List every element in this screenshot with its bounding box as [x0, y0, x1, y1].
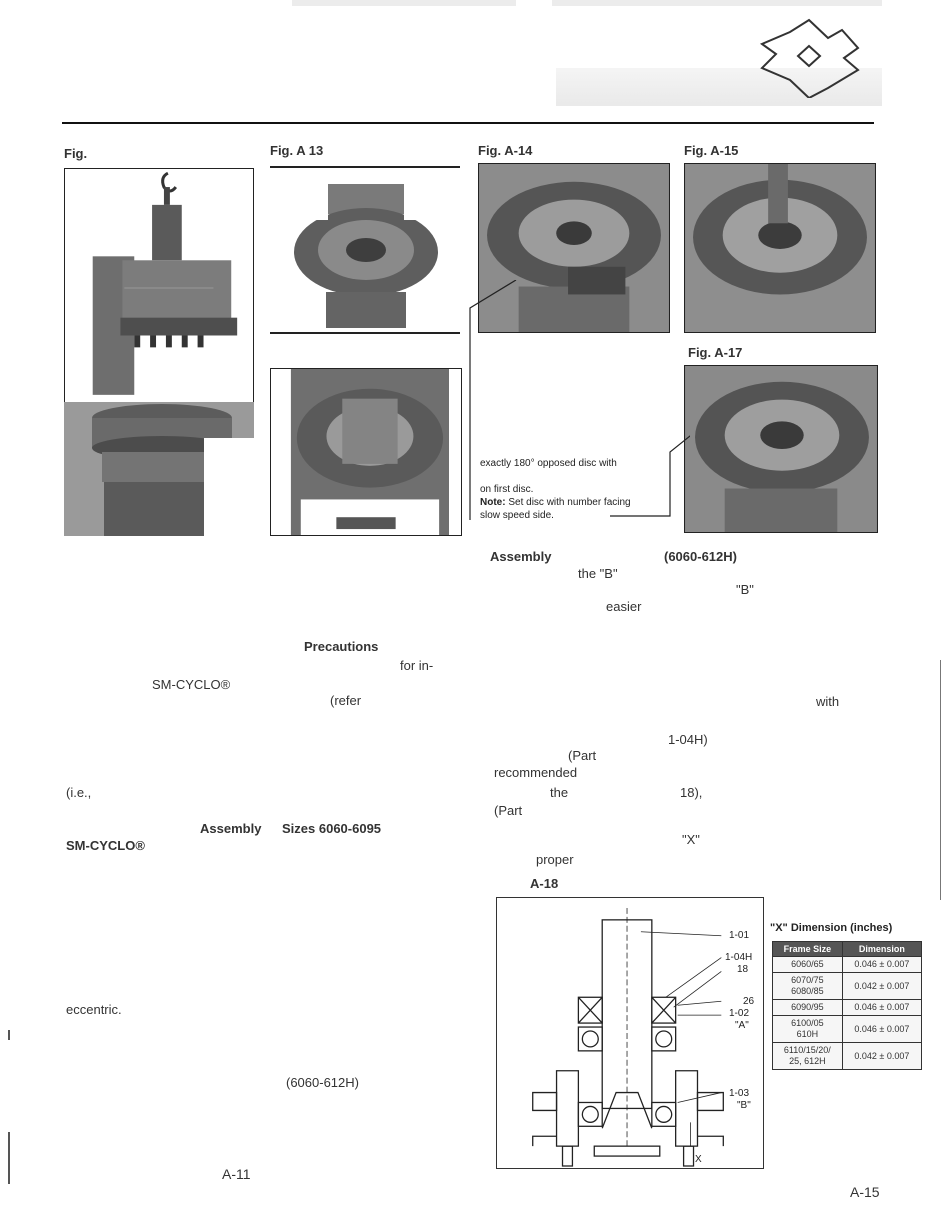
- sizes-heading: Sizes 6060-6095: [282, 821, 382, 836]
- table-row: [773, 1043, 922, 1070]
- body-text: (i.e.,: [66, 785, 92, 800]
- fig-a14-label: Fig. A-14: [478, 143, 533, 158]
- diamond-logo-icon: [758, 18, 860, 98]
- caption-note: [480, 496, 680, 509]
- body-text: (Part: [568, 748, 597, 763]
- page-number-left: A-11: [222, 1166, 251, 1182]
- diagram-label: 1-04H: [725, 952, 753, 963]
- diagram-label: 1-02: [729, 1008, 750, 1019]
- table-cell: 0.046 ± 0.007: [842, 1016, 921, 1043]
- body-text: recommended: [494, 765, 578, 780]
- photo-a13-top: [292, 180, 440, 330]
- diagram-label: 1-01: [729, 930, 750, 941]
- table-header: Frame Size: [773, 942, 843, 957]
- table-row: [773, 1016, 922, 1043]
- body-text: with: [816, 694, 840, 709]
- page-number-right: A-15: [850, 1184, 880, 1200]
- fig-label: Fig.: [64, 146, 88, 161]
- body-text: (6060-612H): [286, 1075, 359, 1090]
- fig-a13-label: Fig. A 13: [270, 143, 324, 158]
- table-header: Dimension: [842, 942, 921, 957]
- body-text: easier: [606, 599, 642, 614]
- body-text: "X": [682, 832, 700, 847]
- caption-line: on first disc.: [480, 484, 534, 495]
- diagram-label: 18: [737, 964, 749, 975]
- photo-a15: [684, 163, 876, 333]
- assembly-heading-right: Assembly: [490, 549, 552, 564]
- photo-disc-stack: [64, 402, 254, 536]
- body-text: 18),: [680, 785, 703, 800]
- photo-a13-bottom: [270, 368, 462, 536]
- table-cell: 6110/15/20/ 25, 612H: [773, 1043, 843, 1070]
- diagram-label: "A": [735, 1020, 749, 1031]
- table-row: [773, 973, 922, 1000]
- table-cell: 6060/65: [773, 957, 843, 973]
- body-text: "B": [736, 582, 754, 597]
- figure-caption: [480, 457, 680, 522]
- fig-a13-rule-bottom: [270, 332, 460, 334]
- fig-a18-label: A-18: [530, 876, 559, 891]
- fig-a17-label: Fig. A-17: [688, 345, 743, 360]
- precautions-heading: Precautions: [304, 639, 379, 654]
- body-text: eccentric.: [66, 1002, 122, 1017]
- body-text: proper: [536, 852, 574, 867]
- header-rule: [62, 122, 874, 124]
- margin-mark: [8, 1132, 10, 1184]
- margin-rule: [940, 660, 941, 900]
- diagram-label: X: [695, 1154, 702, 1165]
- table-cell: 6100/05 610H: [773, 1016, 843, 1043]
- body-text: SM-CYCLO®: [66, 838, 145, 853]
- diagram-label: 26: [743, 996, 755, 1007]
- table-row: [773, 957, 922, 973]
- table-cell: 0.046 ± 0.007: [842, 1000, 921, 1016]
- body-text: the "B": [578, 566, 618, 581]
- caption-line: exactly 180° opposed disc with: [480, 458, 617, 469]
- fig-a13-rule: [270, 166, 460, 168]
- body-text: (Part: [494, 803, 523, 818]
- body-text: SM-CYCLO®: [152, 677, 231, 692]
- header-fragment: [552, 0, 882, 6]
- table-cell: 0.042 ± 0.007: [842, 1043, 921, 1070]
- table-cell: 0.046 ± 0.007: [842, 957, 921, 973]
- body-text: (refer: [330, 693, 362, 708]
- cross-section-diagram: [496, 897, 764, 1169]
- header-fragment: [292, 0, 516, 6]
- caption-note-text: Set disc with number facing: [505, 497, 631, 508]
- x-dimension-title: "X" Dimension (inches): [770, 922, 893, 934]
- diagram-label: "B": [737, 1100, 751, 1111]
- x-dimension-table: [772, 941, 922, 1070]
- caption-line: slow speed side.: [480, 510, 554, 521]
- fig-a15-label: Fig. A-15: [684, 143, 739, 158]
- body-text: the: [550, 785, 569, 800]
- table-cell: 6070/75 6080/85: [773, 973, 843, 1000]
- caption-note-label: Note:: [480, 497, 506, 508]
- diagram-label: 1-03: [729, 1088, 750, 1099]
- photo-a17: [684, 365, 878, 533]
- photo-reducer-hoist: [64, 168, 254, 406]
- table-cell: 0.042 ± 0.007: [842, 973, 921, 1000]
- table-row: [773, 1000, 922, 1016]
- assembly-heading: Assembly: [200, 821, 262, 836]
- range-heading-right: (6060-612H): [664, 549, 737, 564]
- body-text: 1-04H): [668, 732, 708, 747]
- margin-mark: [8, 1030, 10, 1040]
- body-text: for in-: [400, 658, 434, 673]
- table-cell: 6090/95: [773, 1000, 843, 1016]
